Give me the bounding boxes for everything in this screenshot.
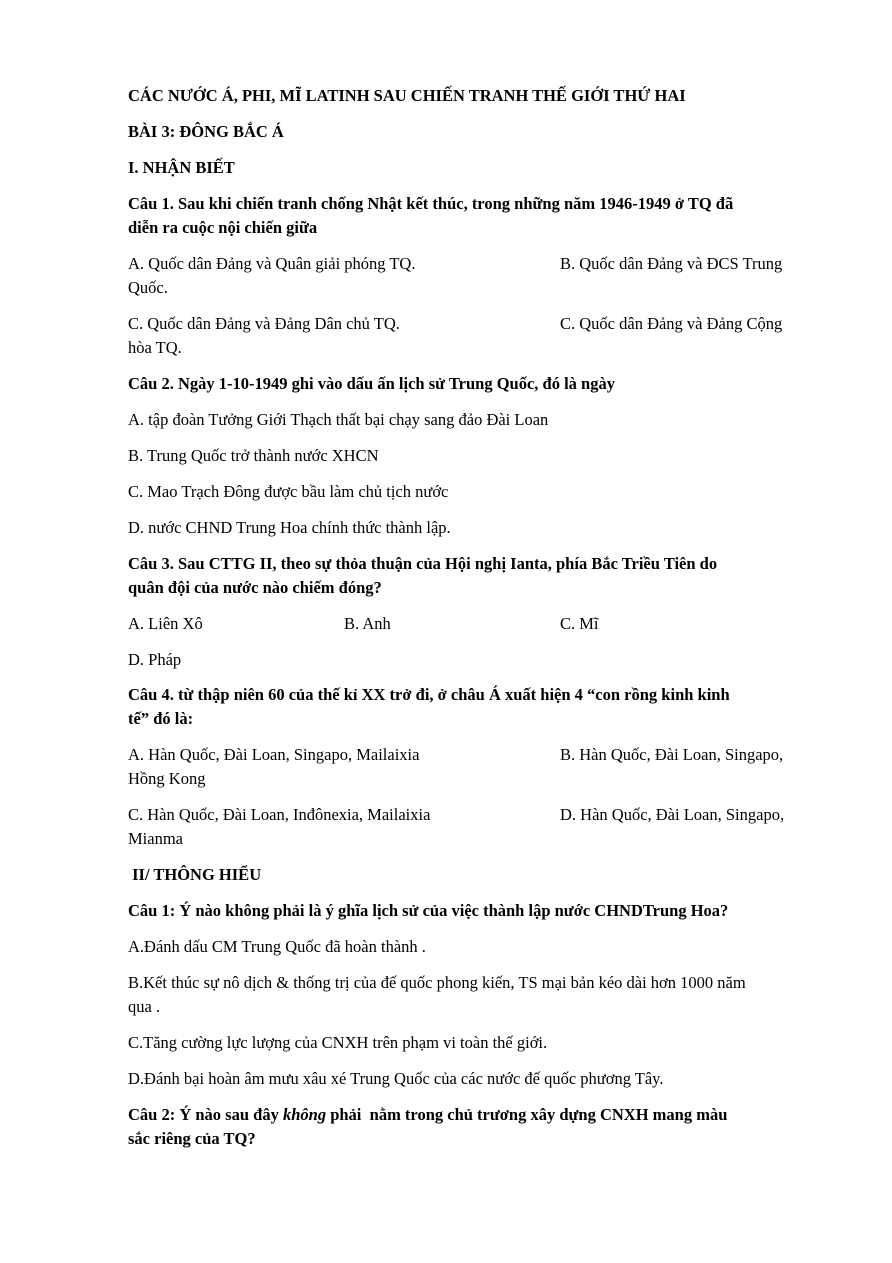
q3-option-a: A. Liên Xô: [128, 614, 203, 633]
q1-option-d-cont: hòa TQ.: [128, 338, 182, 357]
q2-option-b: B. Trung Quốc trở thành nước XHCN: [128, 446, 379, 465]
t1-option-b-cont: qua .: [128, 997, 161, 1016]
q4-option-a: A. Hàn Quốc, Đài Loan, Singapo, Mailaixia: [128, 745, 420, 764]
section-heading-comprehension: II/ THÔNG HIỂU: [128, 865, 262, 884]
t2-stem-line2: sắc riêng của TQ?: [128, 1129, 256, 1148]
q2-option-d: D. nước CHND Trung Hoa chính thức thành lập.: [128, 518, 451, 537]
t1-option-d: D.Đánh bại hoàn âm mưu xâu xé Trung Quốc của các nước đế quốc phương Tây.: [128, 1069, 664, 1088]
q3-option-d: D. Pháp: [128, 650, 182, 669]
q1-option-b: B. Quốc dân Đảng và ĐCS Trung: [560, 254, 783, 273]
q3-stem-line2: quân đội của nước nào chiếm đóng?: [128, 578, 382, 597]
q1-option-d: C. Quốc dân Đảng và Đảng Cộng: [560, 314, 783, 333]
lesson-heading: BÀI 3: ĐÔNG BẮC Á: [128, 122, 284, 141]
q2-option-a: A. tập đoàn Tưởng Giới Thạch thất bại chạy sang đảo Đài Loan: [128, 410, 549, 429]
t2-stem-emphasis: không: [282, 1105, 327, 1124]
section-heading-recognition: I. NHẬN BIẾT: [128, 158, 235, 177]
document-title: CÁC NƯỚC Á, PHI, MĨ LATINH SAU CHIẾN TRANH THẾ GIỚI THỨ HAI: [128, 86, 686, 105]
q1-stem-line1: Câu 1. Sau khi chiến tranh chống Nhật kết thúc, trong những năm 1946-1949 ở TQ đã: [128, 194, 734, 213]
t1-option-a: A.Đánh dấu CM Trung Quốc đã hoàn thành .: [128, 937, 426, 956]
q2-option-c: C. Mao Trạch Đông được bầu làm chủ tịch nước: [128, 482, 449, 501]
q4-option-b: B. Hàn Quốc, Đài Loan, Singapo,: [560, 745, 784, 764]
q4-option-c: C. Hàn Quốc, Đài Loan, Inđônexia, Mailaixia: [128, 805, 431, 824]
t1-option-b: B.Kết thúc sự nô dịch & thống trị của đế quốc phong kiến, TS mại bản kéo dài hơn 1000 năm: [128, 973, 746, 992]
t2-stem-prefix: Câu 2: Ý nào sau đây: [128, 1105, 283, 1124]
q4-option-b-cont: Hồng Kong: [128, 769, 206, 788]
q4-option-d-cont: Mianma: [128, 829, 183, 848]
t1-option-c: C.Tăng cường lực lượng của CNXH trên phạm vi toàn thế giới.: [128, 1033, 548, 1052]
q2-stem: Câu 2. Ngày 1-10-1949 ghi vào dấu ấn lịch sử Trung Quốc, đó là ngày: [128, 374, 615, 393]
q4-stem-line1: Câu 4. từ thập niên 60 của thế kỉ XX trở đi, ở châu Á xuất hiện 4 “con rồng kinh kinh: [128, 685, 730, 704]
q1-stem-line2: diễn ra cuộc nội chiến giữa: [128, 218, 318, 237]
q1-option-c: C. Quốc dân Đảng và Đảng Dân chủ TQ.: [128, 314, 400, 333]
t2-stem-line1: [128, 1103, 727, 1127]
q3-option-c: C. Mĩ: [560, 614, 599, 633]
q1-option-a: A. Quốc dân Đảng và Quân giải phóng TQ.: [128, 254, 416, 273]
q3-stem-line1: Câu 3. Sau CTTG II, theo sự thỏa thuận của Hội nghị Ianta, phía Bắc Triều Tiên do: [128, 554, 718, 573]
t2-stem-suffix: phải nằm trong chủ trương xây dựng CNXH mang màu: [326, 1105, 728, 1124]
q4-option-d: D. Hàn Quốc, Đài Loan, Singapo,: [560, 805, 785, 824]
q4-stem-line2: tế” đó là:: [128, 709, 194, 728]
q3-option-b: B. Anh: [344, 614, 391, 633]
t1-stem: Câu 1: Ý nào không phải là ý ghĩa lịch sử của việc thành lập nước CHNDTrung Hoa?: [128, 901, 729, 920]
q1-option-b-cont: Quốc.: [128, 278, 168, 297]
